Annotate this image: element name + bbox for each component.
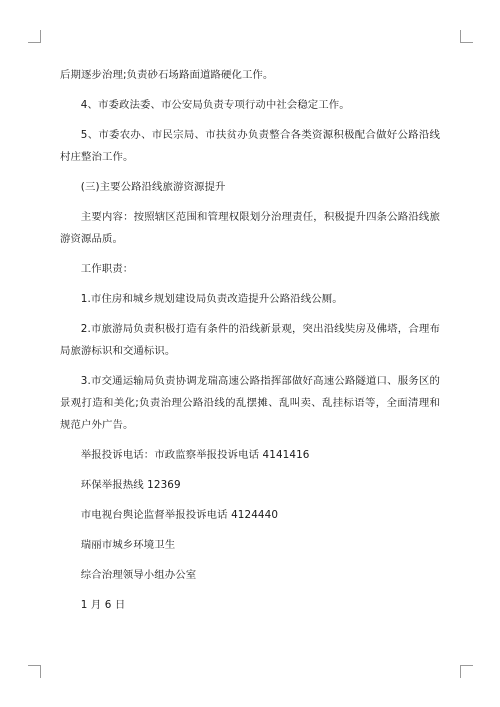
contact-line-tv-hotline: 市电视台舆论监督举报投诉电话 4124440 bbox=[80, 509, 279, 521]
paragraph-continuation: 后期逐步治理;负责砂石场路面道路硬化工作。 bbox=[60, 69, 274, 81]
paragraph-duty-1: 1.市住房和城乡规划建设局负责改造提升公路沿线公厕。 bbox=[80, 293, 343, 305]
crop-mark-bottom-right bbox=[460, 665, 473, 678]
paragraph-duty-2: 2.市旅游局负责积极打造有条件的沿线新景观，突出沿线奘房及佛塔，合理布局旅游标识和交通标识。 bbox=[60, 323, 440, 357]
crop-mark-top-left bbox=[28, 30, 41, 43]
document-body bbox=[60, 64, 440, 624]
contact-line-env-hotline: 环保举报热线 12369 bbox=[80, 479, 181, 491]
paragraph-duties-heading: 工作职责： bbox=[80, 263, 134, 275]
paragraph-main-content: 主要内容：按照辖区范围和管理权限划分治理责任，积极提升四条公路沿线旅游资源品质。 bbox=[60, 211, 440, 245]
crop-mark-top-right bbox=[460, 30, 473, 43]
signature-date: 1 月 6 日 bbox=[80, 599, 126, 611]
contact-line-hotline: 举报投诉电话：市政监察举报投诉电话 4141416 bbox=[80, 449, 310, 461]
signature-org-line-1: 瑞丽市城乡环境卫生 bbox=[80, 539, 176, 551]
signature-org-line-2: 综合治理领导小组办公室 bbox=[80, 569, 197, 581]
paragraph-duty-3: 3.市交通运输局负责协调龙瑞高速公路指挥部做好高速公路隧道口、服务区的景观打造和美化;负责治理公路沿线的乱摆摊、乱叫卖、乱挂标语等，全面清理和规范户外广告。 bbox=[60, 375, 440, 431]
crop-mark-bottom-left bbox=[28, 665, 41, 678]
paragraph-item-4: 4、市委政法委、市公安局负责专项行动中社会稳定工作。 bbox=[80, 99, 350, 111]
paragraph-item-5: 5、市委农办、市民宗局、市扶贫办负责整合各类资源积极配合做好公路沿线村庄整治工作。 bbox=[60, 129, 440, 163]
section-heading-3: (三)主要公路沿线旅游资源提升 bbox=[80, 181, 226, 193]
